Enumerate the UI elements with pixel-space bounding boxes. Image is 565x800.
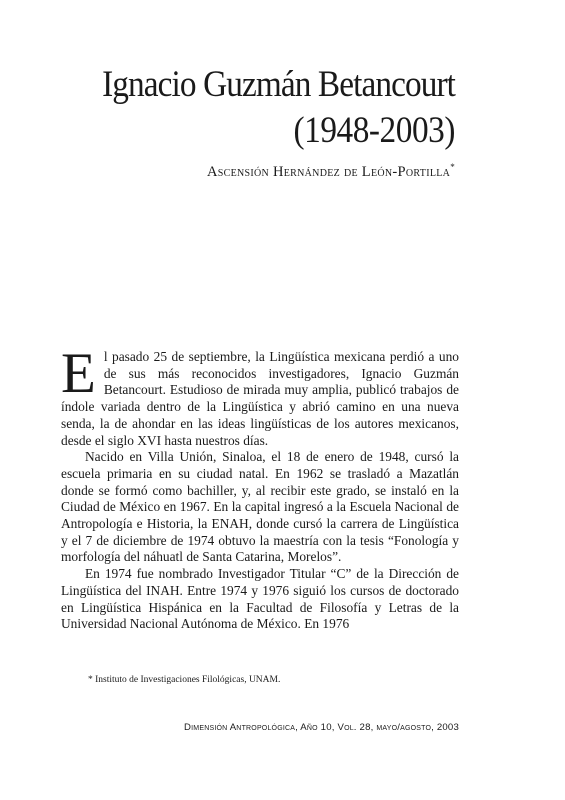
paragraph-1-text: l pasado 25 de septiembre, la Lingüística mexicana perdió a uno de sus más reconocidos investigadores, Ignacio Guzmán Betancourt. Estudioso de mirada muy amplia, publicó trabajos de índole variada dentro de la Lingüística y abrió camino en una nueva senda, la de ahondar en las ideas lingüísticas de los autores mexicanos, desde el siglo XVI hasta nuestros días. [61,349,459,448]
article-title [60,63,455,155]
title-name: Ignacio Guzmán Betancourt [102,64,456,105]
author-name: Ascensión Hernández de León-Portilla [206,163,451,180]
author-byline [207,162,455,181]
title-years: (1948-2003) [293,110,455,151]
footnote: * Instituto de Investigaciones Filológicas, UNAM. [88,675,281,685]
paragraph-1 [61,342,459,449]
drop-cap: E [61,342,96,405]
author-footnote-mark: * [450,162,455,172]
journal-footer: Dimensión Antropológica, Año 10, Vol. 28, mayo/agosto, 2003 [184,722,459,733]
paragraph-3: En 1974 fue nombrado Investigador Titular “C” de la Dirección de Lingüística del INAH. Entre 1974 y 1976 siguió los cursos de doctorado en Lingüística Hispánica en la Facultad de Filosofía y Letras de la Universidad Nacional Autónoma de México. En 1976 [61,566,459,632]
paragraph-2: Nacido en Villa Unión, Sinaloa, el 18 de enero de 1948, cursó la escuela primaria en su ciudad natal. En 1962 se trasladó a Mazatlán donde se formó como bachiller, y, al recibir este grado, se instaló en la Ciudad de México en 1967. En la capital ingresó a la Escuela Nacional de Antropología e Historia, la ENAH, donde cursó la carrera de Lingüística y el 7 de diciembre de 1974 obtuvo la maestría con la tesis “Fonología y morfología del náhuatl de Santa Catarina, Morelos”. [61,449,459,565]
article-body [61,342,459,633]
